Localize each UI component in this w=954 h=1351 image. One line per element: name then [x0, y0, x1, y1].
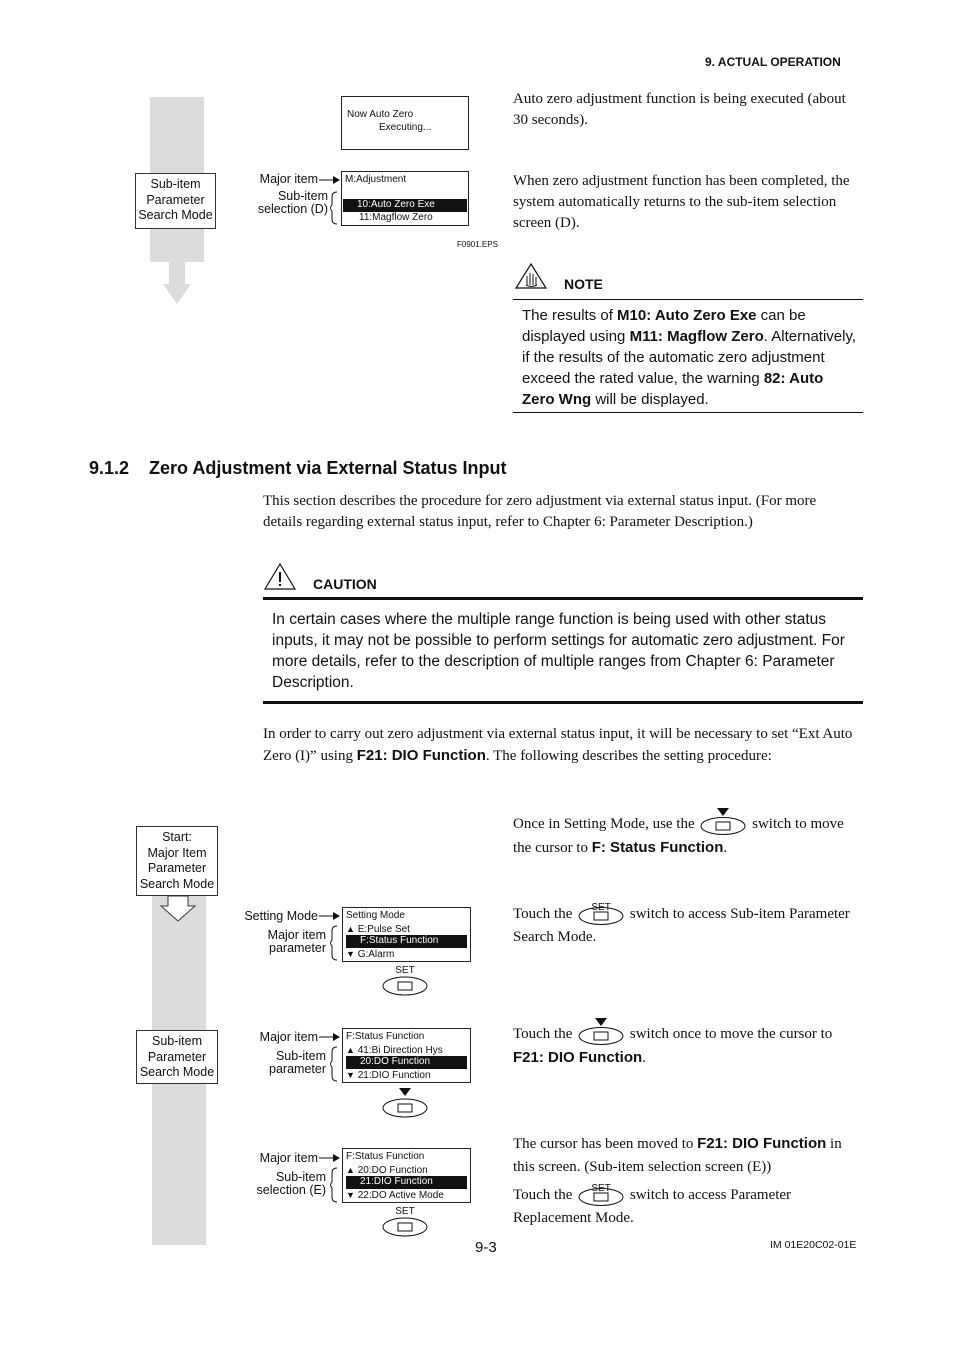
- caution-body: In certain cases where the multiple range function is being used with other status inputs, it may not be possible to perform settings for automatic zero adjustment. For more details, refer to the description of multiple ranges from Chapter 6: Parameter Description.: [272, 611, 845, 691]
- label-sub-item-parameter: Sub-item parameter: [269, 1049, 326, 1076]
- mode-box-start: Start: Major Item Parameter Search Mode: [136, 826, 218, 896]
- label-setting-mode: Setting Mode: [244, 909, 318, 923]
- lcd-status-function-1: F:Status Function ▲ 41:Bi Direction Hys 20:DO Function ▼ 21:DIO Function: [342, 1028, 471, 1083]
- label-major-item-parameter: Major item parameter: [267, 928, 326, 955]
- bracket-icon: [330, 925, 338, 961]
- warning-icon: [264, 563, 296, 590]
- set-switch[interactable]: SET: [381, 966, 429, 996]
- note-title: NOTE: [564, 276, 603, 292]
- set-switch-icon: SET: [576, 1179, 626, 1207]
- triangle-down-icon: ▼: [346, 948, 355, 959]
- step-4: The cursor has been moved to F21: DIO Function in this screen. (Sub-item selection screen (E)) Touch the SET switch to access Parameter Replacement Mode.: [513, 1135, 842, 1226]
- set-button-icon: [381, 976, 429, 996]
- para-completed: When zero adjustment function has been completed, the system automatically returns to the sub-item selection screen (D).: [513, 173, 850, 231]
- doc-id: IM 01E20C02-01E: [770, 1239, 857, 1251]
- figure-file-label: F0901.EPS: [457, 240, 498, 249]
- hand-icon: [515, 263, 547, 289]
- label-sub-item-d: Sub-item selection (D): [257, 189, 328, 216]
- running-header: 9. ACTUAL OPERATION: [705, 55, 841, 69]
- caution-rule-top: [263, 597, 863, 600]
- mode-box-sub-item: Sub-item Parameter Search Mode: [135, 173, 216, 229]
- triangle-up-icon: ▲: [346, 923, 355, 934]
- procedure-text: In order to carry out zero adjustment via external status input, it will be necessary to set “Ext Auto Zero (I)” using F21: DIO Function. The following describes the setting procedure:: [263, 726, 853, 764]
- bracket-icon: [330, 191, 338, 225]
- caution-title: CAUTION: [313, 576, 377, 592]
- lcd-now-auto-zero: Now Auto Zero Executing...: [341, 96, 469, 150]
- label-sub-item-e: Sub-item selection (E): [256, 1170, 326, 1197]
- step-3: Touch the switch once to move the cursor to F21: DIO Function.: [513, 1018, 863, 1070]
- label-major-item: Major item: [259, 172, 318, 186]
- label-major-item-2: Major item: [259, 1030, 318, 1044]
- note-rule-bottom: [513, 412, 863, 413]
- set-switch-2[interactable]: SET: [381, 1207, 429, 1237]
- mode-box-sub-item-2: Sub-item Parameter Search Mode: [136, 1030, 218, 1084]
- bracket-icon: [330, 1167, 338, 1203]
- triangle-down-icon: ▼: [346, 1189, 355, 1200]
- triangle-up-icon: ▲: [346, 1164, 355, 1175]
- section-heading: 9.1.2 Zero Adjustment via External Status Input: [89, 458, 507, 478]
- down-switch[interactable]: [381, 1087, 429, 1119]
- label-major-item-3: Major item: [259, 1151, 318, 1165]
- page-number: 9-3: [475, 1239, 497, 1256]
- down-switch-icon: [698, 808, 748, 836]
- arrow-right-icon: [319, 1032, 341, 1042]
- para-auto-zero: Auto zero adjustment function is being executed (about 30 seconds).: [513, 91, 846, 128]
- triangle-down-icon: ▼: [346, 1069, 355, 1080]
- triangle-up-icon: ▲: [346, 1044, 355, 1055]
- arrow-right-icon: [319, 1153, 341, 1163]
- down-switch-icon: [576, 1018, 626, 1046]
- note-rule-top: [513, 299, 863, 300]
- step-1: Once in Setting Mode, use the switch to move the cursor to F: Status Function.: [513, 808, 863, 860]
- flow-arrow-down-outline: [160, 896, 196, 922]
- intro-text: This section describes the procedure for zero adjustment via external status input. (For more details regarding external status input, refer to Chapter 6: Parameter Description.): [263, 493, 817, 530]
- caution-rule-bottom: [263, 701, 863, 704]
- lcd-status-function-2: F:Status Function ▲ 20:DO Function 21:DIO Function ▼ 22:DO Active Mode: [342, 1148, 471, 1203]
- set-switch-icon: SET: [576, 898, 626, 926]
- set-button-icon: [381, 1217, 429, 1237]
- arrow-right-icon: [319, 911, 341, 921]
- lcd-setting-mode: Setting Mode ▲ E:Pulse Set F:Status Function ▼ G:Alarm: [342, 907, 471, 962]
- flow-arrow-down: [163, 262, 191, 306]
- arrow-right-icon: [319, 175, 341, 185]
- step-2: Touch the SET switch to access Sub-item Parameter Search Mode.: [513, 898, 863, 949]
- down-button-icon: [381, 1087, 429, 1119]
- bracket-icon: [330, 1046, 338, 1082]
- note-body: The results of M10: Auto Zero Exe can be displayed using M11: Magflow Zero. Alternatively, if the results of the automatic zero adjustment exceed the rated value, the warning 82: Auto Zero Wng will be displayed.: [522, 307, 857, 408]
- lcd-adjustment: M:Adjustment 10:Auto Zero Exe 11:Magflow Zero: [341, 171, 469, 226]
